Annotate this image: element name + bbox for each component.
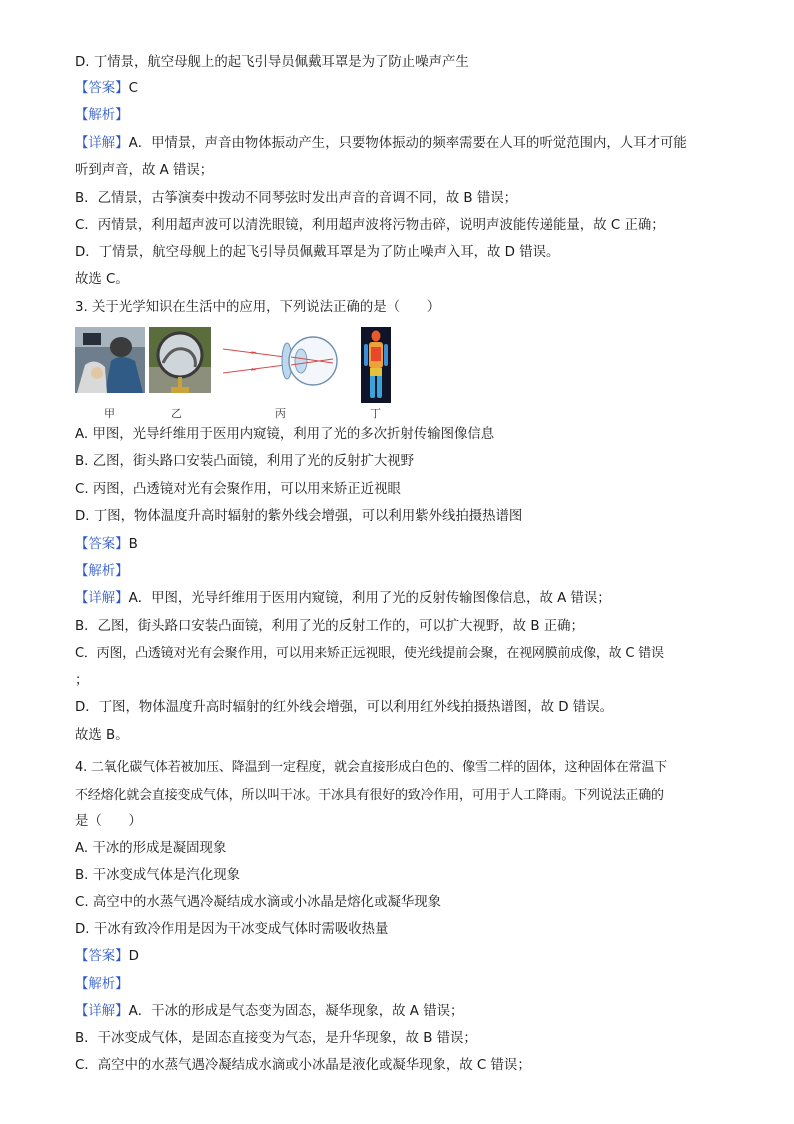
q3-option-d: D. 丁图，物体温度升高时辐射的紫外线会增强，可以利用紫外线拍摄热谱图 [75, 509, 523, 524]
answer-value: D [128, 949, 139, 964]
q2-analysis-tag: 【解析】 [75, 108, 129, 123]
q4-answer [75, 947, 139, 967]
answer-value: C [128, 81, 138, 96]
detail-tag: 【详解】 [75, 591, 129, 606]
q2-detail-a-line1: 【详解】A．甲情景，声音由物体振动产生，只要物体振动的频率需要在人耳的听觉范围内，人耳才可能 [75, 136, 687, 151]
q3-figure-row [75, 327, 395, 421]
q3-option-b: B. 乙图，街头路口安装凸面镜，利用了光的反射扩大视野 [75, 454, 415, 469]
detail-tag: 【详解】 [75, 136, 129, 151]
answer-tag: 【答案】 [75, 81, 129, 96]
caption-bing: 丙 [275, 407, 286, 420]
answer-value: B [128, 537, 138, 552]
q3-detail-a: 【详解】A．甲图，光导纤维用于医用内窥镜，利用了光的反射传输图像信息，故 A 错误； [75, 591, 611, 606]
q4-option-a: A. 干冰的形成是凝固现象 [75, 841, 227, 856]
q3-detail-c-line2: ； [75, 673, 89, 688]
q2-conclusion: 故选 C。 [75, 272, 129, 287]
q4-option-b: B. 干冰变成气体是汽化现象 [75, 868, 240, 883]
q4-detail-b: B．干冰变成气体，是固态直接变为气态，是升华现象，故 B 错误； [75, 1031, 477, 1046]
q2-answer [75, 79, 138, 99]
q4-analysis-tag: 【解析】 [75, 977, 129, 992]
q3-detail-d: D．丁图，物体温度升高时辐射的红外线会增强，可以利用红外线拍摄热谱图，故 D 错误。 [75, 700, 613, 715]
detail-tag: 【详解】 [75, 1004, 129, 1019]
q4-option-d: D. 干冰有致冷作用是因为干冰变成气体时需吸收热量 [75, 922, 389, 937]
fig-bing-eye-diagram [221, 327, 359, 393]
answer-tag: 【答案】 [75, 949, 129, 964]
q2-option-d: D. 丁情景，航空母舰上的起飞引导员佩戴耳罩是为了防止噪声产生 [75, 55, 469, 70]
q4-detail-a: 【详解】A．干冰的形成是气态变为固态，凝华现象，故 A 错误； [75, 1004, 464, 1019]
caption-jia: 甲 [104, 407, 115, 420]
fig-ding-thermogram [361, 327, 391, 403]
q3-conclusion: 故选 B。 [75, 728, 129, 743]
q3-analysis-tag: 【解析】 [75, 564, 129, 579]
fig-yi-convex-mirror-photo [149, 327, 211, 393]
fig-jia-endoscope-photo [75, 327, 145, 393]
q3-option-a: A. 甲图，光导纤维用于医用内窥镜，利用了光的多次折射传输图像信息 [75, 427, 495, 442]
answer-tag: 【答案】 [75, 537, 129, 552]
caption-yi: 乙 [171, 407, 182, 420]
q3-stem: 3. 关于光学知识在生活中的应用，下列说法正确的是（ ） [75, 300, 441, 315]
q3-detail-b: B．乙图，街头路口安装凸面镜，利用了光的反射工作的，可以扩大视野，故 B 正确； [75, 619, 584, 634]
q2-detail-c: C．丙情景，利用超声波可以清洗眼镜，利用超声波将污物击碎，说明声波能传递能量，故 C 正确； [75, 218, 665, 233]
q4-stem-line2: 不经熔化就会直接变成气体，所以叫干冰。干冰具有很好的致冷作用，可用于人工降雨。下列说法正确的 [75, 788, 664, 803]
q4-option-c: C. 高空中的水蒸气遇冷凝结成水滴或小冰晶是熔化或凝华现象 [75, 895, 442, 910]
q3-option-c: C. 丙图，凸透镜对光有会聚作用，可以用来矫正近视眼 [75, 482, 401, 497]
q4-detail-c: C．高空中的水蒸气遇冷凝结成水滴或小冰晶是液化或凝华现象，故 C 错误； [75, 1058, 531, 1073]
q4-stem-line3: 是（ ） [75, 814, 142, 829]
q2-detail-d: D．丁情景，航空母舰上的起飞引导员佩戴耳罩是为了防止噪声入耳，故 D 错误。 [75, 245, 560, 260]
q3-detail-c-line1: C．丙图，凸透镜对光有会聚作用，可以用来矫正远视眼，使光线提前会聚，在视网膜前成像，故 C 错误 [75, 646, 664, 661]
caption-ding: 丁 [370, 407, 381, 420]
q2-detail-b: B．乙情景，古筝演奏中拨动不同琴弦时发出声音的音调不同，故 B 错误； [75, 191, 517, 206]
q4-stem-line1: 4. 二氧化碳气体若被加压、降温到一定程度，就会直接形成白色的、像雪二样的固体，这种固体在常温下 [75, 760, 667, 775]
q3-answer [75, 535, 138, 555]
q2-detail-a-line2: 听到声音，故 A 错误； [75, 163, 214, 178]
